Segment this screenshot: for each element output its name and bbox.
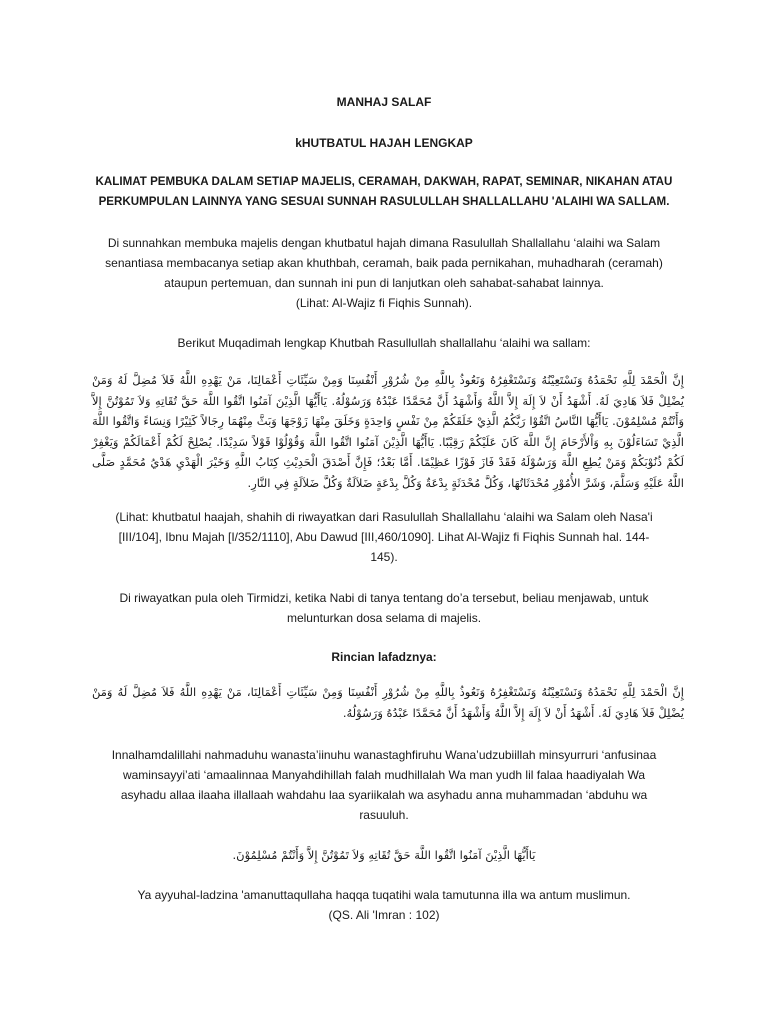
paragraph-line: rasuuluh. — [359, 808, 409, 822]
ayat-transliteration: Ya ayyuhal-ladzina 'amanuttaqullaha haqqa tuqatihi wala tamutunna illa wa antum muslimun. — [137, 888, 631, 902]
paragraph-line: asyhadu allaa ilaaha illallaah wahdahu laa syariikalah wa asyhadu anna muhammadan ‘abduhu wa — [120, 788, 648, 802]
intro-heading-line: PERKUMPULAN LAINNYA YANG SESUAI SUNNAH RASULULLAH SHALLALLAHU 'ALAIHI WA SALLAM. — [98, 195, 670, 208]
arabic-khutbah-full: إِنَّ الْحَمْدَ لِلَّهِ نَحْمَدُهُ وَنَسْتَعِيْنُهُ وَنَسْتَغْفِرُهُ وَنَعُوذُ بِاللَّهِ مِنْ شُرُوْرِ أَنْفُسِنَا وَمِنْ سَيِّئَاتِ أَعْمَالِنَا، مَنْ يَهْدِهِ اللَّهُ فَلاَ مُضِلَّ لَهُ وَمَنْ يُضْلِلْ فَلاَ هَادِيَ لَهُ. أَشْهَدُ أَنْ لاَ إِلَهَ إِلاَّ اللَّهُ وَأَشْهَدُ أَنَّ مُحَمَّدًا عَبْدُهُ وَرَسُوْلُهُ. يَاأَيُّهَا الَّذِيْنَ آمَنُوا اتَّقُوا اللَّهَ حَقَّ تُقَاتِهِ وَلاَ تَمُوْتُنَّ إِلاَّ وَأَنْتُمْ مُسْلِمُوْنَ. يَاأَيُّهَا النَّاسُ اتَّقُوْا رَبَّكُمُ الَّذِيْ خَلَقَكُمْ مِنْ نَفْسٍ وَاحِدَةٍ وَخَلَقَ مِنْهَا زَوْجَهَا وَبَثَّ مِنْهُمَا رِجَالاً كَثِيْرًا وَنِسَاءً وَاتَّقُوا اللَّهَ الَّذِيْ تَسَاءَلُوْنَ بِهِ وَاْلأَرْحَامَ إِنَّ اللَّهَ كَانَ عَلَيْكُمْ رَقِيْبًا. يَاأَيُّهَا الَّذِيْنَ آمَنُوا اتَّقُوا اللَّهَ وَقُوْلُوْا قَوْلاً سَدِيْدًا. يُصْلِحْ لَكُمْ أَعْمَالَكُمْ وَيَغْفِرْ لَكُمْ ذُنُوْبَكُمْ وَمَنْ يُطِعِ اللَّهَ وَرَسُوْلَهُ فَقَدْ فَازَ فَوْزًا عَظِيْمًا. أَمَّا بَعْدُ؛ فَإِنَّ أَصْدَقَ الْحَدِيْثِ كِتَابُ اللَّهِ وَخَيْرَ الْهَدْيِ هَدْيُ مُحَمَّدٍ صَلَّى اللَّهُ عَلَيْهِ وَسَلَّمَ، وَشَرَّ الأُمُوْرِ مُحْدَثَاتُهَا، وَكُلَّ مُحْدَثَةٍ بِدْعَةٌ وَكُلَّ بِدْعَةٍ ضَلاَلَةٌ وَكُلَّ ضَلاَلَةٍ فِي النَّارِ. — [92, 373, 684, 490]
paragraph-line: senantiasa membacanya setiap akan khuthbah, ceramah, baik pada pernikahan, muhadharah (ceramah) — [105, 256, 663, 270]
rincian-heading: Rincian lafadznya: — [331, 650, 437, 664]
document-subtitle: kHUTBATUL HAJAH LENGKAP — [295, 136, 473, 150]
paragraph-line: (Lihat: Al-Wajiz fi Fiqhis Sunnah). — [295, 296, 473, 310]
arabic-khutbah-short: إِنَّ الْحَمْدَ لِلَّهِ نَحْمَدُهُ وَنَسْتَعِيْنُهُ وَنَسْتَغْفِرُهُ وَنَعُوذُ بِاللَّهِ مِنْ شُرُوْرِ أَنْفُسِنَا وَمِنْ سَيِّئَاتِ أَعْمَالِنَا، مَنْ يَهْدِهِ اللَّهُ فَلاَ مُضِلَّ لَهُ وَمَنْ يُضْلِلْ فَلاَ هَادِيَ لَهُ. أَشْهَدُ أَنْ لاَ إِلَهَ إِلاَّ اللَّهُ وَأَشْهَدُ أَنَّ مُحَمَّدًا عَبْدُهُ وَرَسُوْلُهُ. — [92, 685, 684, 720]
paragraph-line: Di riwayatkan pula oleh Tirmidzi, ketika Nabi di tanya tentang do’a tersebut, beliau menjawab, untuk — [119, 591, 649, 605]
document-title: MANHAJ SALAF — [336, 95, 432, 109]
paragraph-line: (Lihat: khutbatul haajah, shahih di riwayatkan dari Rasulullah Shallallahu ‘alaihi wa Salam oleh Nasa'i — [115, 510, 653, 524]
paragraph-line: [III/104], Ibnu Majah [I/352/1110], Abu Dawud [III,460/1090]. Lihat Al-Wajiz fi Fiqhis Sunnah hal. 144- — [118, 530, 650, 544]
ayat-reference: (QS. Ali 'Imran : 102) — [328, 908, 440, 922]
paragraph-line: waminsayyi’ati ‘amaalinnaa Manyahdihillah falah mudhillalah Wa man yudh lil falaa haadiyalah Wa — [122, 768, 646, 782]
intro-heading-line: KALIMAT PEMBUKA DALAM SETIAP MAJELIS, CERAMAH, DAKWAH, RAPAT, SEMINAR, NIKAHAN ATAU — [95, 175, 673, 188]
paragraph-line: ataupun pertemuan, dan sunnah ini pun di lanjutkan oleh sahabat-sahabat lainnya. — [164, 276, 604, 290]
paragraph-line: melunturkan dosa selama di majelis. — [286, 611, 482, 625]
paragraph-line: Innalhamdalillahi nahmaduhu wanasta’iinuhu wanastaghfiruhu Wana’udzubiillah minsyurruri ‘anfusinaa — [111, 748, 657, 762]
paragraph-line: Di sunnahkan membuka majelis dengan khutbatul hajah dimana Rasulullah Shallallahu ‘alaihi wa Salam — [107, 236, 661, 250]
paragraph-line: 145). — [370, 550, 398, 564]
muqadimah-intro: Berikut Muqadimah lengkap Khutbah Rasullullah shallallahu ‘alaihi wa sallam: — [177, 336, 591, 350]
arabic-ayat: يَاأَيُّهَا الَّذِيْنَ آمَنُوا اتَّقُوا اللَّهَ حَقَّ تُقَاتِهِ وَلاَ تَمُوْتُنَّ إِلاَّ وَأَنْتُمْ مُسْلِمُوْنَ. — [232, 848, 536, 862]
